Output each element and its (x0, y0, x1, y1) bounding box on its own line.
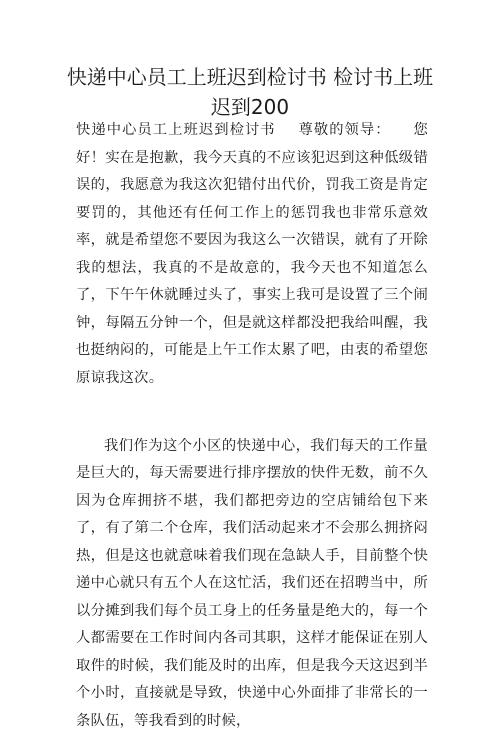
document-body (76, 117, 428, 735)
paragraph-2-text: 我们作为这个小区的快递中心，我们每天的工作量是巨大的，每天需要进行排序摆放的快件无数，前不久因为仓库拥挤不堪，我们都把旁边的空店铺给包下来了，有了第二个仓库，我们活动起来才不会那么拥挤闷热，但是这也就意味着我们现在急缺人手，目前整个快递中心就只有五个人在这忙活，我们还在招聘当中，所以分摊到我们每个员工身上的任务量是绝大的，每一个人都需要在工作时间内各司其职，这样才能保证在别人取件的时候，我们能及时的出库，但是我今天这迟到半个小时，直接就是导致，快递中心外面排了非常长的一条队伍，等我看到的时候， (76, 438, 428, 729)
paragraph-1-salutation: 尊敬的领导： (298, 122, 391, 138)
paragraph-1-text: 实在是抱歉，我今天真的不应该犯迟到这种低级错误的，我愿意为我这次犯错付出代价，罚我工资是肯定要罚的，其他还有任何工作上的惩罚我也非常乐意效率，就是希望您不要因为我这么一次错误，就有了开除我的想法，我真的不是故意的，我今天也不知道怎么了，下午午休就睡过头了，事实上我可是设置了三个闹钟，每隔五分钟一个，但是就这样都没把我给叫醒，我也挺纳闷的，可能是上午工作太累了吧，由衷的希望您原谅我这次。 (76, 150, 428, 386)
paragraph-1-greeting: 您好！ (76, 122, 428, 166)
paragraph-2 (76, 420, 428, 735)
document-title: 快递中心员工上班迟到检讨书 检讨书上班迟到200 (60, 62, 440, 122)
paragraph-1-lead: 快递中心员工上班迟到检讨书 (76, 122, 276, 138)
paragraph-1 (76, 117, 428, 392)
